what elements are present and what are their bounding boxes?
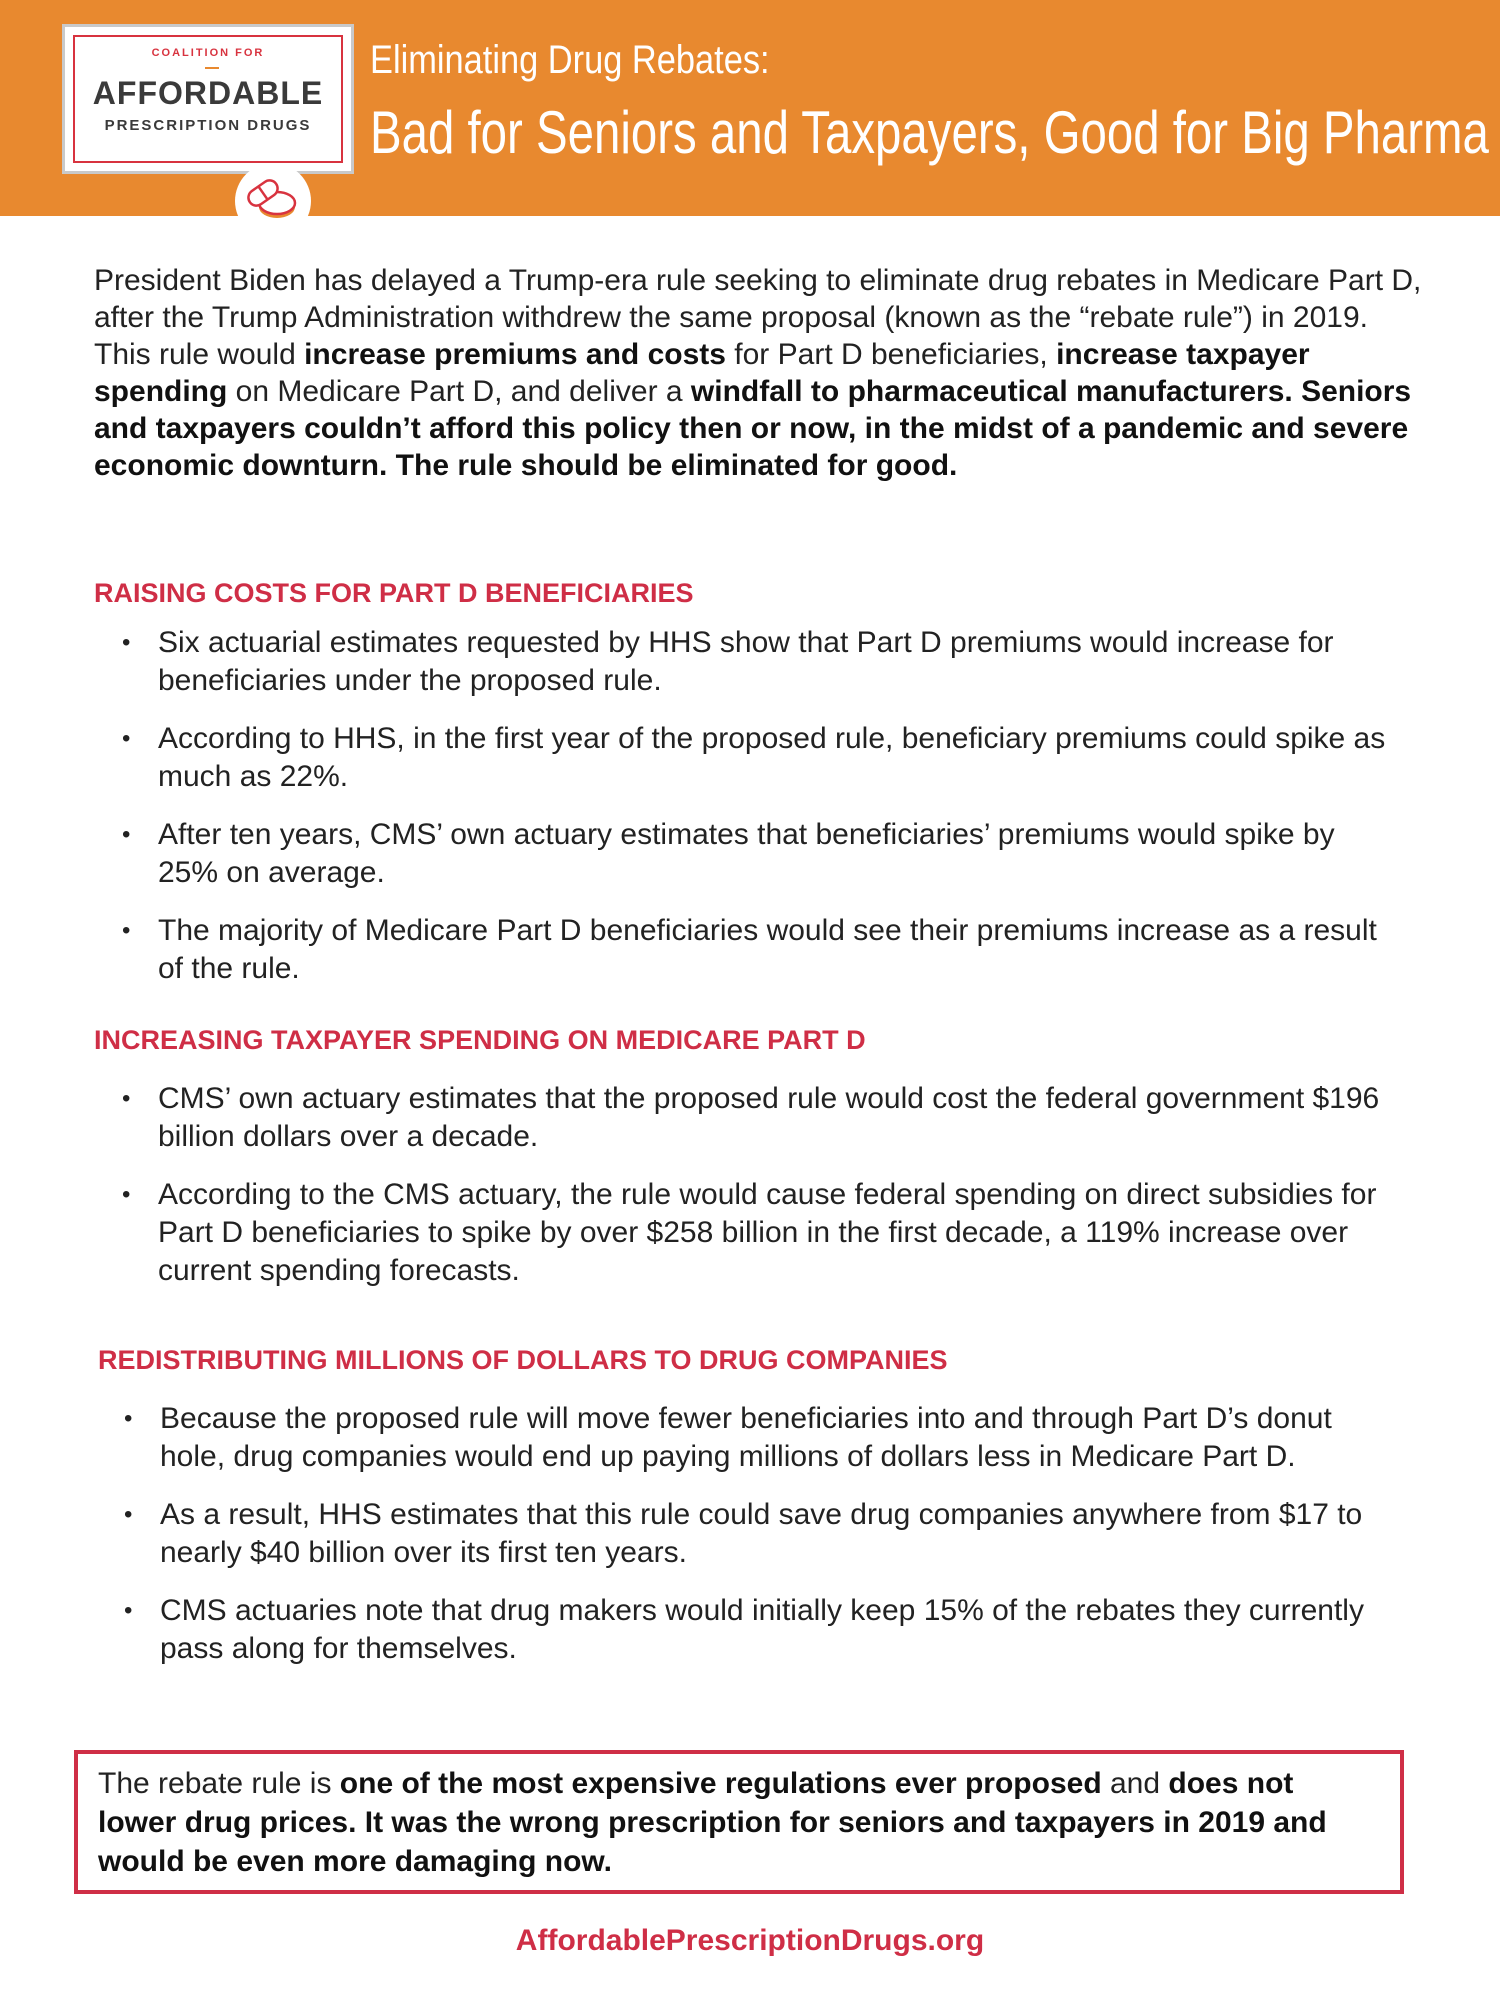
section-title-raising-costs: RAISING COSTS FOR PART D BENEFICIARIES [94, 578, 694, 608]
list-item: • According to HHS, in the first year of the proposed rule, beneficiary premiums could spike as much as 22%. [94, 720, 1394, 796]
callout-bold-1: one of the most expensive regulations ever proposed [339, 1767, 1102, 1800]
logo-divider [205, 67, 219, 69]
callout-bold-2: does not lower drug prices. It was the wrong prescription for seniors and taxpayers in 2019 and would be even more damaging now. [98, 1767, 1327, 1878]
taxpayer-spending-list [94, 1080, 1394, 1310]
intro-bold-1: increase premiums and costs [304, 338, 726, 371]
intro-bold-3: windfall to pharmaceutical manufacturers. Seniors and taxpayers couldn’t afford this policy then or now, in the midst of a pandemic and severe economic downturn. The rule should be eliminated for good. [94, 375, 1412, 482]
intro-text-1: President Biden has delayed a Trump-era rule seeking to eliminate drug rebates in Medicare Part D, after the Trump Administration withdrew the same proposal (known as the “rebate rule”) in 2019. This rule would [94, 264, 1422, 371]
callout-text [98, 1764, 1376, 1881]
intro-paragraph [94, 262, 1424, 484]
intro-text-3: on Medicare Part D, and deliver a [227, 375, 691, 408]
section-title-redistributing: REDISTRIBUTING MILLIONS OF DOLLARS TO DRUG COMPANIES [98, 1345, 948, 1375]
intro-text-2: for Part D beneficiaries, [725, 338, 1057, 371]
header-banner [0, 0, 1500, 216]
list-item: • CMS actuaries note that drug makers would initially keep 15% of the rebates they currently pass along for themselves. [96, 1592, 1396, 1668]
page-title-line1: Eliminating Drug Rebates: [370, 38, 770, 82]
list-item: • Because the proposed rule will move fewer beneficiaries into and through Part D’s donut hole, drug companies would end up paying millions of dollars less in Medicare Part D. [96, 1400, 1396, 1476]
redistributing-list [96, 1400, 1396, 1688]
logo-coalition-text: COALITION FOR [151, 47, 265, 59]
section-title-taxpayer-spending: INCREASING TAXPAYER SPENDING ON MEDICARE PART D [94, 1025, 866, 1055]
logo-prescription-text: PRESCRIPTION DRUGS [104, 117, 312, 134]
callout-text-2: and [1101, 1767, 1169, 1800]
list-item: • After ten years, CMS’ own actuary estimates that beneficiaries’ premiums would spike by 25% on average. [94, 816, 1394, 892]
pill-icon [235, 163, 311, 239]
callout-text-1: The rebate rule is [98, 1767, 340, 1800]
page-title-line2: Bad for Seniors and Taxpayers, Good for Big Pharma [370, 99, 1489, 166]
conclusion-callout [74, 1750, 1404, 1894]
coalition-logo [62, 24, 354, 174]
raising-costs-list [94, 624, 1394, 1008]
list-item: • The majority of Medicare Part D beneficiaries would see their premiums increase as a result of the rule. [94, 912, 1394, 988]
list-item: • According to the CMS actuary, the rule would cause federal spending on direct subsidies for Part D beneficiaries to spike by over $258 billion in the first decade, a 119% increase over current spending forecasts. [94, 1176, 1394, 1290]
logo-frame [73, 35, 343, 163]
list-item: • As a result, HHS estimates that this rule could save drug companies anywhere from $17 to nearly $40 billion over its first ten years. [96, 1496, 1396, 1572]
list-item: • CMS’ own actuary estimates that the proposed rule would cost the federal government $196 billion dollars over a decade. [94, 1080, 1394, 1156]
footer-website-link[interactable]: AffordablePrescriptionDrugs.org [515, 1924, 985, 1957]
logo-affordable-text: AFFORDABLE [92, 75, 324, 111]
intro-bold-2: increase taxpayer spending [94, 338, 1310, 408]
list-item: • Six actuarial estimates requested by HHS show that Part D premiums would increase for beneficiaries under the proposed rule. [94, 624, 1394, 700]
